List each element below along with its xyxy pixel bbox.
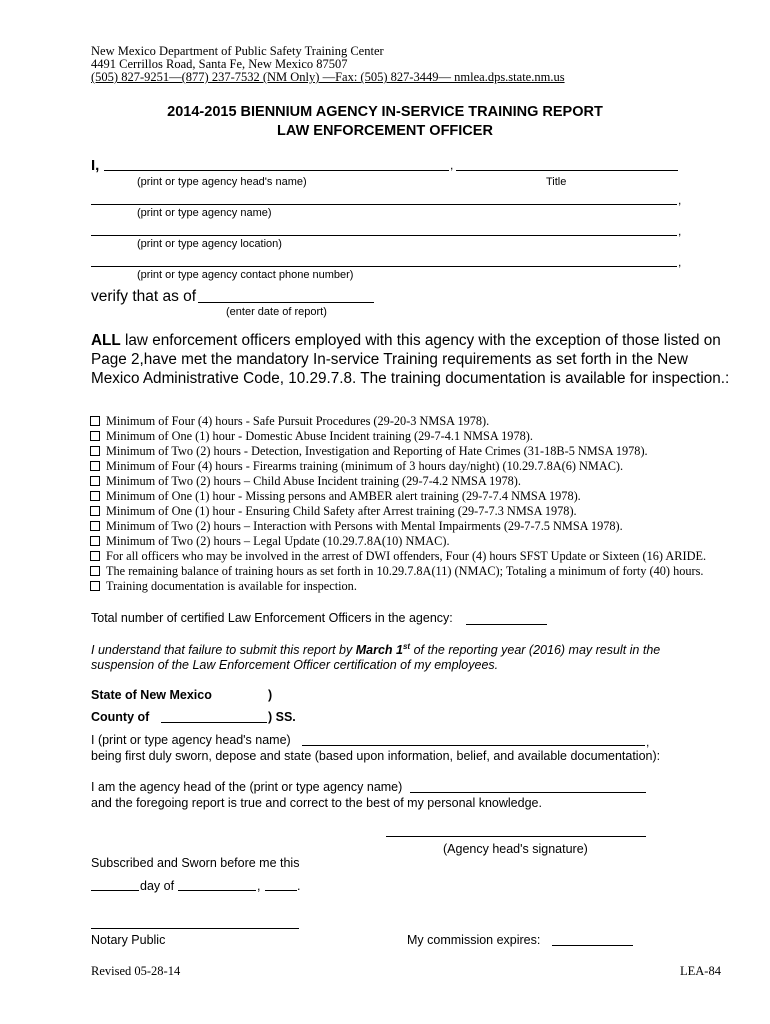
subscribed-label: Subscribed and Sworn before me this [91, 856, 300, 870]
notary-signature-field[interactable] [91, 928, 299, 929]
comma: , [678, 224, 682, 238]
report-title: 2014-2015 BIENNIUM AGENCY IN-SERVICE TRAINING REPORT [167, 104, 603, 120]
checkbox[interactable] [90, 506, 100, 516]
checkbox[interactable] [90, 491, 100, 501]
signature-field[interactable] [386, 836, 646, 837]
sworn-text: being first duly sworn, depose and state (based upon information, belief, and available documentation): [91, 749, 661, 763]
checkbox[interactable] [90, 431, 100, 441]
state-label: State of New Mexico [91, 688, 212, 702]
agency-head-title-field[interactable] [456, 170, 678, 171]
report-subtitle: LAW ENFORCEMENT OFFICER [277, 123, 493, 139]
checkbox[interactable] [90, 581, 100, 591]
report-date-caption: (enter date of report) [226, 306, 327, 318]
affidavit-agency-name-field[interactable] [410, 792, 646, 793]
signature-caption: (Agency head's signature) [443, 842, 588, 856]
county-label: County of [91, 710, 150, 724]
agency-name-caption: (print or type agency name) [137, 207, 272, 219]
checkbox[interactable] [90, 476, 100, 486]
comma: , [646, 735, 650, 749]
org-address: 4491 Cerrillos Road, Santa Fe, New Mexico 87507 [91, 57, 348, 71]
checkbox[interactable] [90, 416, 100, 426]
report-date-field[interactable] [198, 302, 374, 303]
comma: , [678, 255, 682, 269]
true-correct-text: and the foregoing report is true and correct to the best of my personal knowledge. [91, 796, 542, 810]
org-contact: (505) 827-9251—(877) 237-7532 (NM Only) —Fax: (505) 827-3449— nmlea.dps.state.nm.us [91, 70, 565, 84]
agency-head-name-field[interactable] [104, 170, 449, 171]
checkbox[interactable] [90, 566, 100, 576]
statement-lead: ALL [91, 332, 121, 349]
comma: , [257, 879, 261, 893]
org-name: New Mexico Department of Public Safety Training Center [91, 44, 384, 58]
verify-label: verify that as of [91, 288, 197, 305]
day-of-label: day of [140, 879, 175, 893]
day-field[interactable] [91, 890, 139, 891]
checklist-item: Training documentation is available for inspection. [90, 579, 357, 593]
checkbox[interactable] [90, 536, 100, 546]
state-paren: ) [268, 688, 273, 702]
month-field[interactable] [178, 890, 256, 891]
title-caption: Title [546, 176, 567, 188]
checklist-item: Minimum of Two (2) hours - Detection, Investigation and Reporting of Hate Crimes (31-18B-5 NMSA 1978). [90, 444, 648, 458]
commission-expiry-field[interactable] [552, 945, 633, 946]
affiant-name-field[interactable] [302, 745, 645, 746]
agency-phone-caption: (print or type agency contact phone number) [137, 269, 354, 281]
agency-name-field[interactable] [91, 204, 677, 205]
checklist-item: Minimum of Two (2) hours – Interaction with Persons with Mental Impairments (29-7-7.5 NMSA 1978). [90, 519, 623, 533]
county-field[interactable] [161, 722, 267, 723]
statement-text: law enforcement officers employed with this agency with the exception of those listed on Page 2,have met the mandatory In-service Training requirements as set forth in the New Mexico Administrative Code, 10.29.7.8. The training documentation is available for inspection.: [91, 332, 730, 387]
checkbox[interactable] [90, 521, 100, 531]
agency-head-of-label: I am the agency head of the (print or type agency name) [91, 780, 403, 794]
county-suffix: ) SS. [268, 710, 296, 724]
checklist-item: Minimum of One (1) hour - Domestic Abuse Incident training (29-7-4.1 NMSA 1978). [90, 429, 533, 443]
warning-line-1: I understand that failure to submit this report by March 1st of the reporting year (2016) may result in the [91, 642, 661, 658]
checkbox[interactable] [90, 551, 100, 561]
affiant-name-label: I (print or type agency head's name) [91, 733, 291, 747]
comma: , [450, 158, 454, 172]
head-name-caption: (print or type agency head's name) [137, 176, 307, 188]
revised-date: Revised 05-28-14 [91, 964, 181, 978]
checklist-item: For all officers who may be involved in the arrest of DWI offenders, Four (4) hours SFST Update or Sixteen (16) ARIDE. [90, 549, 706, 563]
period: . [297, 879, 301, 893]
agency-location-caption: (print or type agency location) [137, 238, 282, 250]
total-officers-label: Total number of certified Law Enforcement Officers in the agency: [91, 611, 453, 625]
checklist-item: The remaining balance of training hours as set forth in 10.29.7.8A(11) (NMAC); Totaling a minimum of forty (40) hours. [90, 564, 703, 578]
checklist-item: Minimum of Two (2) hours – Legal Update (10.29.7.8A(10) NMAC). [90, 534, 450, 548]
agency-phone-field[interactable] [91, 266, 677, 267]
checklist-item: Minimum of Four (4) hours - Firearms training (minimum of 3 hours day/night) (10.29.7.8A(6) NMAC). [90, 459, 623, 473]
checklist-item: Minimum of One (1) hour - Missing persons and AMBER alert training (29-7-7.4 NMSA 1978). [90, 489, 581, 503]
warning-line-2: suspension of the Law Enforcement Officer certification of my employees. [91, 658, 499, 672]
year-field[interactable] [265, 890, 297, 891]
checklist-item: Minimum of One (1) hour - Ensuring Child Safety after Arrest training (29-7-7.3 NMSA 1978). [90, 504, 577, 518]
comma: , [678, 193, 682, 207]
commission-label: My commission expires: [407, 933, 541, 947]
compliance-statement [91, 331, 731, 388]
i-label: I, [91, 157, 100, 174]
checklist-item: Minimum of Four (4) hours - Safe Pursuit Procedures (29-20-3 NMSA 1978). [90, 414, 489, 428]
notary-label: Notary Public [91, 933, 166, 947]
checkbox[interactable] [90, 446, 100, 456]
form-id: LEA-84 [680, 964, 721, 978]
checkbox[interactable] [90, 461, 100, 471]
total-officers-field[interactable] [466, 624, 547, 625]
agency-location-field[interactable] [91, 235, 677, 236]
checklist-item: Minimum of Two (2) hours – Child Abuse Incident training (29-7-4.2 NMSA 1978). [90, 474, 521, 488]
